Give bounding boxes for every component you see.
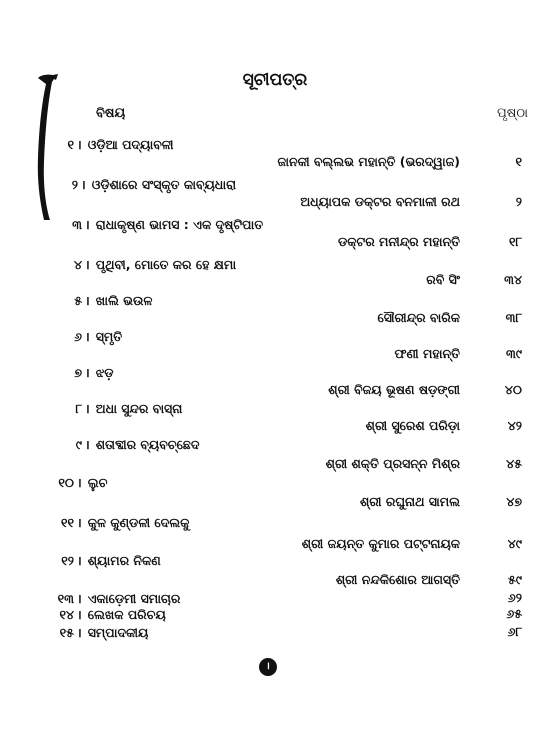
entry-author: ଶ୍ରୀ ନନ୍ଦକିଶୋର ଆଗସ୍ତି — [335, 572, 460, 587]
entry-number: ୪ — [73, 257, 82, 272]
entry-title: ଶ୍ୟାମର ନିକଣ — [87, 553, 161, 568]
entry-title: ଲେଖକ ପରିଚୟ — [87, 607, 166, 622]
entry-page: ୪୫ — [506, 456, 522, 471]
entry-page: ୬୨ — [507, 590, 522, 605]
entry-title: କୁଳ କୁଣ୍ଡଳୀ ଦେଲକୁ — [87, 515, 190, 530]
entry-page: ୪୯ — [507, 536, 522, 551]
entry-author: ଫଣୀ ମହାନ୍ତି — [394, 346, 460, 361]
entry-page: ୨ — [515, 194, 522, 209]
entry-author: ଶ୍ରୀ ଜୟନ୍ତ କୁମାର ପଟ୍ଟନାୟକ — [301, 536, 460, 551]
entry-author: ଶ୍ରୀ ରଘୁନାଥ ସାମଲ — [360, 494, 460, 509]
entry-title: ରାଧାକୃଷ୍ଣ ଭାମସ : ଏକ ଦୃଷ୍ଟିପାତ — [95, 217, 264, 232]
entry-number: ୩ — [72, 217, 82, 232]
entry-author: ରବି ସିଂ — [426, 272, 460, 287]
entry-number: ୧୨ — [61, 553, 74, 568]
subject-column-header: ବିଷୟ — [96, 106, 126, 121]
entry-title: ଏକାଡ଼େମୀ ସମାଚାର — [87, 591, 181, 606]
page-number: । — [259, 658, 277, 676]
entry-author: ଶ୍ରୀ ବିଜୟ ଭୂଷଣ ଷଡ଼ଙ୍ଗୀ — [328, 382, 460, 397]
entry-author: ସୌରୀନ୍ଦ୍ର ବାରିକ — [377, 310, 460, 325]
page-column-header: ପୃଷ୍ଠା — [497, 106, 528, 121]
entry-page: ୪୭ — [506, 494, 522, 509]
entry-page: ୪୦ — [504, 382, 522, 397]
entry-page: ୧୮ — [508, 234, 522, 249]
entry-title: ଖାଲି ଭଉଳ — [95, 293, 153, 308]
entry-title: ଅଧା ସୁନ୍ଦର ବାସ୍ନା — [95, 401, 183, 416]
entry-number: ୫ — [74, 293, 82, 308]
entry-author: ଶ୍ରୀ ଶକ୍ତି ପ୍ରସନ୍ନ ମିଶ୍ର — [325, 456, 460, 471]
entry-author: ଶ୍ରୀ ସୁରେଶ ପରିଡ଼ା — [365, 418, 460, 433]
entry-page: ୩୮ — [505, 310, 522, 325]
entry-title: ଝଡ଼ — [95, 365, 114, 380]
entry-title: ଓଡ଼ିଶାରେ ସଂସ୍କୃତ କାବ୍ୟଧାରା — [91, 177, 237, 192]
entry-author: ଡକ୍ଟର ମନୀନ୍ଦ୍ର ମହାନ୍ତି — [338, 234, 460, 249]
entry-number: ୯ — [75, 437, 82, 452]
entry-page: ୩୪ — [504, 272, 522, 287]
entry-number: ୧୪ — [59, 607, 74, 622]
entry-page: ୧ — [515, 154, 522, 169]
entry-page: ୩୯ — [505, 346, 522, 361]
page-title: ସୂଚୀପତ୍ର — [242, 70, 308, 90]
entry-number: ୧୧ — [60, 515, 74, 530]
entry-title: ସ୍ମୃତି — [95, 329, 123, 344]
entry-author: ଜାନକୀ ବଲ୍ଲଭ ମହାନ୍ତି (ଭରଦ୍ୱାଜ) — [277, 154, 460, 169]
entry-page: ୬୫ — [506, 606, 522, 621]
entry-page: ୪୨ — [507, 418, 522, 433]
entry-title: ଓଡ଼ିଆ ପଦ୍ୟାବଳୀ — [87, 137, 174, 152]
entry-title: ସମ୍ପାଦକୀୟ — [87, 625, 149, 640]
entry-title: ପୃଥିବୀ, ମୋତେ କର ହେ କ୍ଷମା — [95, 257, 237, 272]
entry-number: ୧୩ — [57, 591, 74, 606]
entry-number: ୮ — [75, 401, 82, 416]
entry-number: ୭ — [74, 365, 82, 380]
entry-number: ୧୦ — [58, 475, 74, 490]
entry-title: ଲୁଚ — [87, 475, 108, 490]
entry-title: ଶତାବ୍ଦୀର ବ୍ୟବଚ୍ଛେଦ — [95, 437, 200, 452]
entry-number: ୬ — [74, 329, 82, 344]
entry-page: ୫୯ — [507, 572, 522, 587]
entry-page: ୬୮ — [507, 624, 522, 639]
entry-number: ୧୫ — [59, 625, 74, 640]
contents-page: ସୂଚୀପତ୍ର ବିଷୟ ପୃଷ୍ଠା ୧ । ଓଡ଼ିଆ ପଦ୍ୟାବଳୀ ଜାନକୀ ବଲ୍ଲଭ ମହାନ୍ତି (ଭରଦ୍ୱାଜ) ୧ ୨ । ଓଡ଼ିଶାରେ ସଂସ୍କୃତ କାବ୍ୟଧାରା ଅଧ୍ୟାପକ ଡକ୍ଟର ବନମାଳୀ ରଥ ୨ ୩ । ରାଧାକୃଷ୍ଣ ଭାମସ : ଏକ ଦୃଷ୍ଟିପାତ ଡକ୍ଟର ମନୀନ୍ଦ୍ର ମହାନ୍ତି ୧୮ ୪ । ପୃଥିବୀ, ମୋତେ କର ହେ କ୍ଷମା ରବି ସିଂ ୩୪ ୫ । ଖାଲି ଭଉଳ ସୌରୀନ୍ଦ୍ର ବାରିକ ୩୮ ୬ । ସ୍ମୃତି ଫଣୀ ମହାନ୍ତି ୩୯ ୭ । ଝଡ଼ ଶ୍ରୀ ବିଜୟ ଭୂଷଣ ଷଡ଼ଙ୍ଗୀ ୪୦ ୮ । ଅଧା ସୁନ୍ଦର ବାସ୍ନା ଶ୍ରୀ ସୁରେଶ ପରିଡ଼ା ୪୨ ୯ । ଶତାବ୍ଦୀର ବ୍ୟବଚ୍ଛେଦ ଶ୍ରୀ ଶକ୍ତି ପ୍ରସନ୍ନ ମିଶ୍ର ୪୫ ୧୦ । ଲୁଚ ଶ୍ରୀ ରଘୁନାଥ ସାମଲ ୪୭ ୧୧ । କୁଳ କୁଣ୍ଡଳୀ ଦେଲକୁ ଶ୍ରୀ ଜୟନ୍ତ କୁମାର ପଟ୍ଟନାୟକ ୪୯ ୧୨ । ଶ୍ୟାମର ନିକଣ ଶ୍ରୀ ନନ୍ଦକିଶୋର ଆଗସ୍ତି ୫୯ ୧୩ । ଏକାଡ଼େମୀ ସମାଚାର ୬୨ ୧୪ । ଲେଖକ ପରିଚୟ ୬୫ ୧୫ । ସମ୍ପାଦକୀୟ ୬୮ । — [0, 0, 550, 750]
entry-number: ୧ — [67, 137, 74, 152]
entry-author: ଅଧ୍ୟାପକ ଡକ୍ଟର ବନମାଳୀ ରଥ — [300, 194, 460, 209]
entry-number: ୨ — [71, 177, 78, 192]
